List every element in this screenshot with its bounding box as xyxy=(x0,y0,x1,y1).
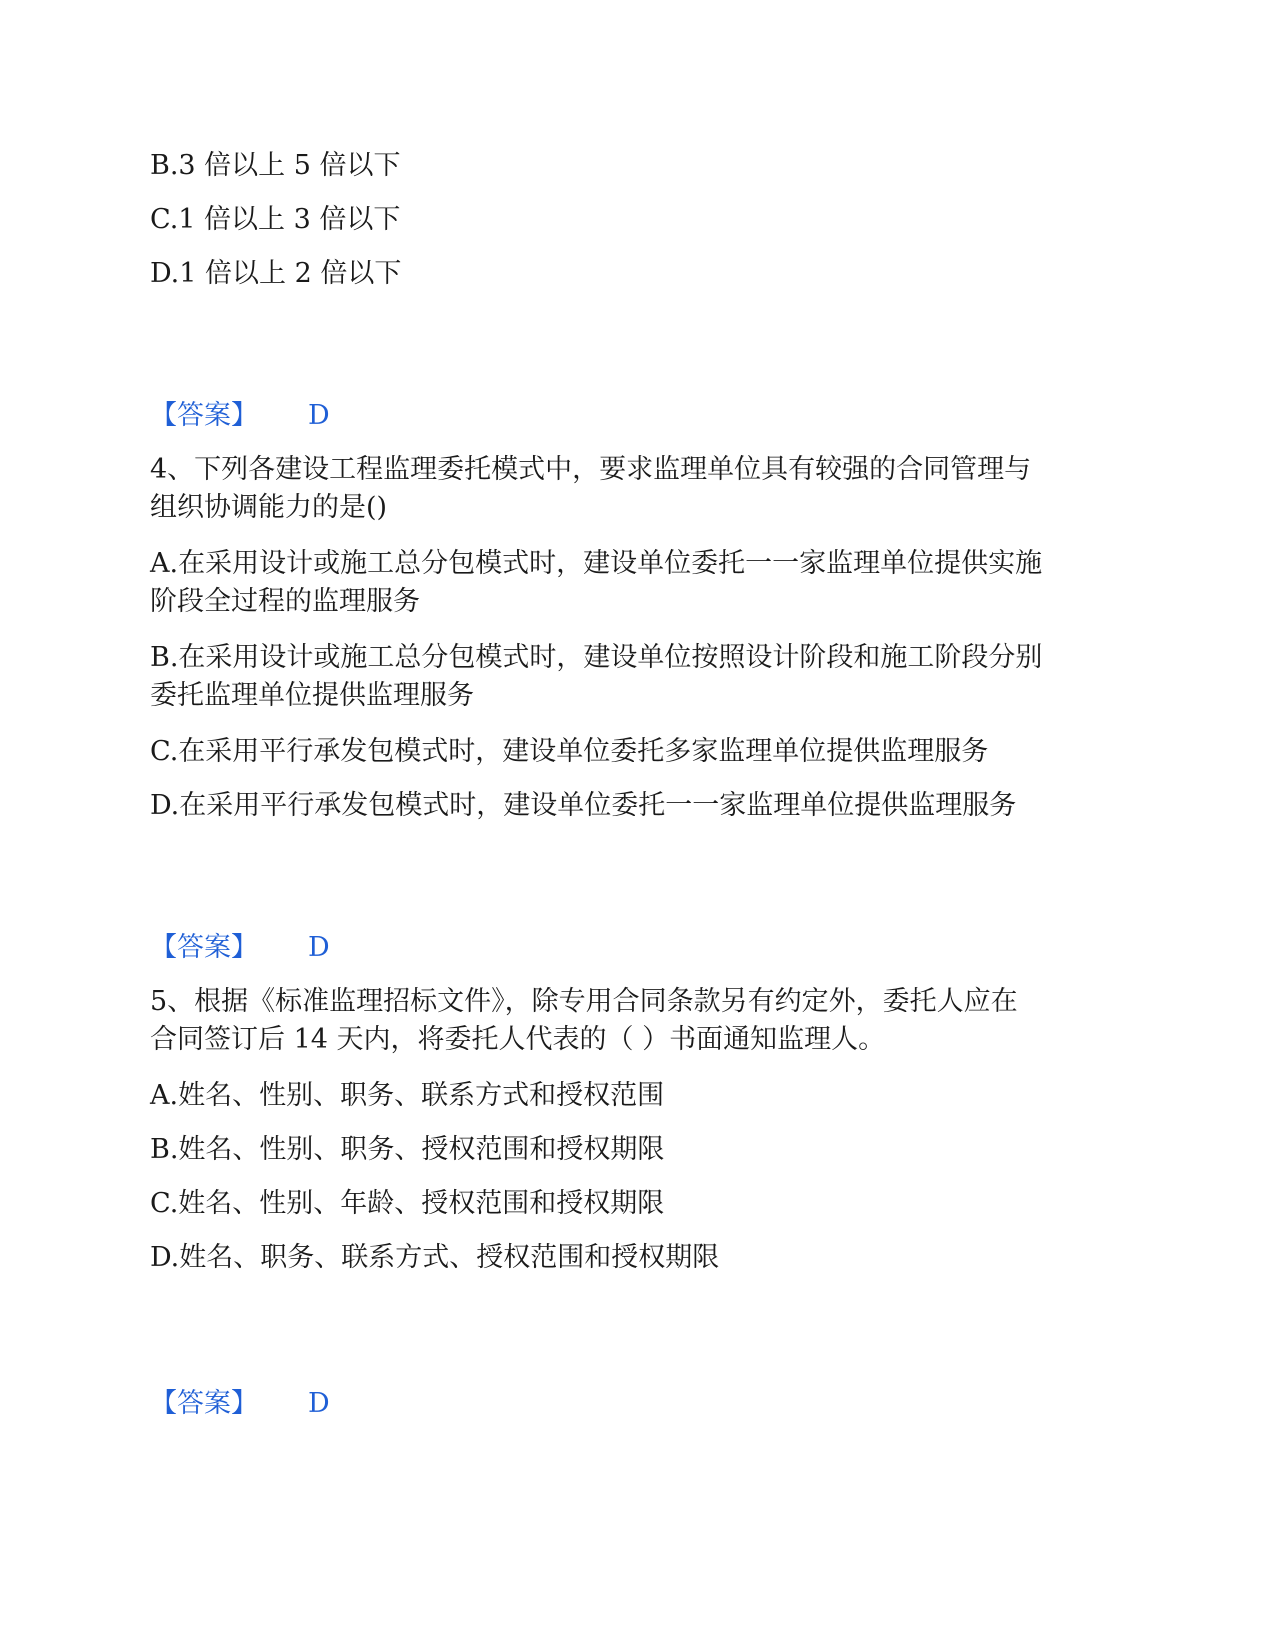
q5-option-c: C.姓名、性别、年龄、授权范围和授权期限 xyxy=(150,1188,665,1219)
q5-question-line-2: 合同签订后 14 天内，将委托人代表的（ ）书面通知监理人。 xyxy=(150,1024,886,1055)
q4-option-a-line-2: 阶段全过程的监理服务 xyxy=(150,586,420,617)
answer-value: D xyxy=(308,1388,330,1419)
q4-option-a-line-1: A.在采用设计或施工总分包模式时，建设单位委托一一家监理单位提供实施 xyxy=(150,548,1043,579)
q3-answer xyxy=(150,398,330,434)
q5-option-b: B.姓名、性别、职务、授权范围和授权期限 xyxy=(150,1134,665,1165)
q4-option-d: D.在采用平行承发包模式时，建设单位委托一一家监理单位提供监理服务 xyxy=(150,790,1017,821)
q4-answer xyxy=(150,930,330,966)
answer-value: D xyxy=(308,400,330,431)
q3-option-d: D.1 倍以上 2 倍以下 xyxy=(150,258,402,289)
q5-answer xyxy=(150,1386,330,1422)
q4-option-c: C.在采用平行承发包模式时，建设单位委托多家监理单位提供监理服务 xyxy=(150,736,989,767)
q5-option-a: A.姓名、性别、职务、联系方式和授权范围 xyxy=(150,1080,665,1111)
answer-label: 【答案】 xyxy=(150,1388,258,1419)
q4-question-line-1: 4、下列各建设工程监理委托模式中，要求监理单位具有较强的合同管理与 xyxy=(150,454,1032,485)
q3-option-b: B.3 倍以上 5 倍以下 xyxy=(150,150,401,181)
q4-question-line-2: 组织协调能力的是() xyxy=(150,492,388,523)
q5-question-line-1: 5、根据《标准监理招标文件》，除专用合同条款另有约定外，委托人应在 xyxy=(150,986,1018,1017)
answer-label: 【答案】 xyxy=(150,400,258,431)
q5-option-d: D.姓名、职务、联系方式、授权范围和授权期限 xyxy=(150,1242,720,1273)
q3-option-c: C.1 倍以上 3 倍以下 xyxy=(150,204,401,235)
q4-option-b-line-1: B.在采用设计或施工总分包模式时，建设单位按照设计阶段和施工阶段分别 xyxy=(150,642,1043,673)
answer-label: 【答案】 xyxy=(150,932,258,963)
answer-value: D xyxy=(308,932,330,963)
q4-option-b-line-2: 委托监理单位提供监理服务 xyxy=(150,680,474,711)
